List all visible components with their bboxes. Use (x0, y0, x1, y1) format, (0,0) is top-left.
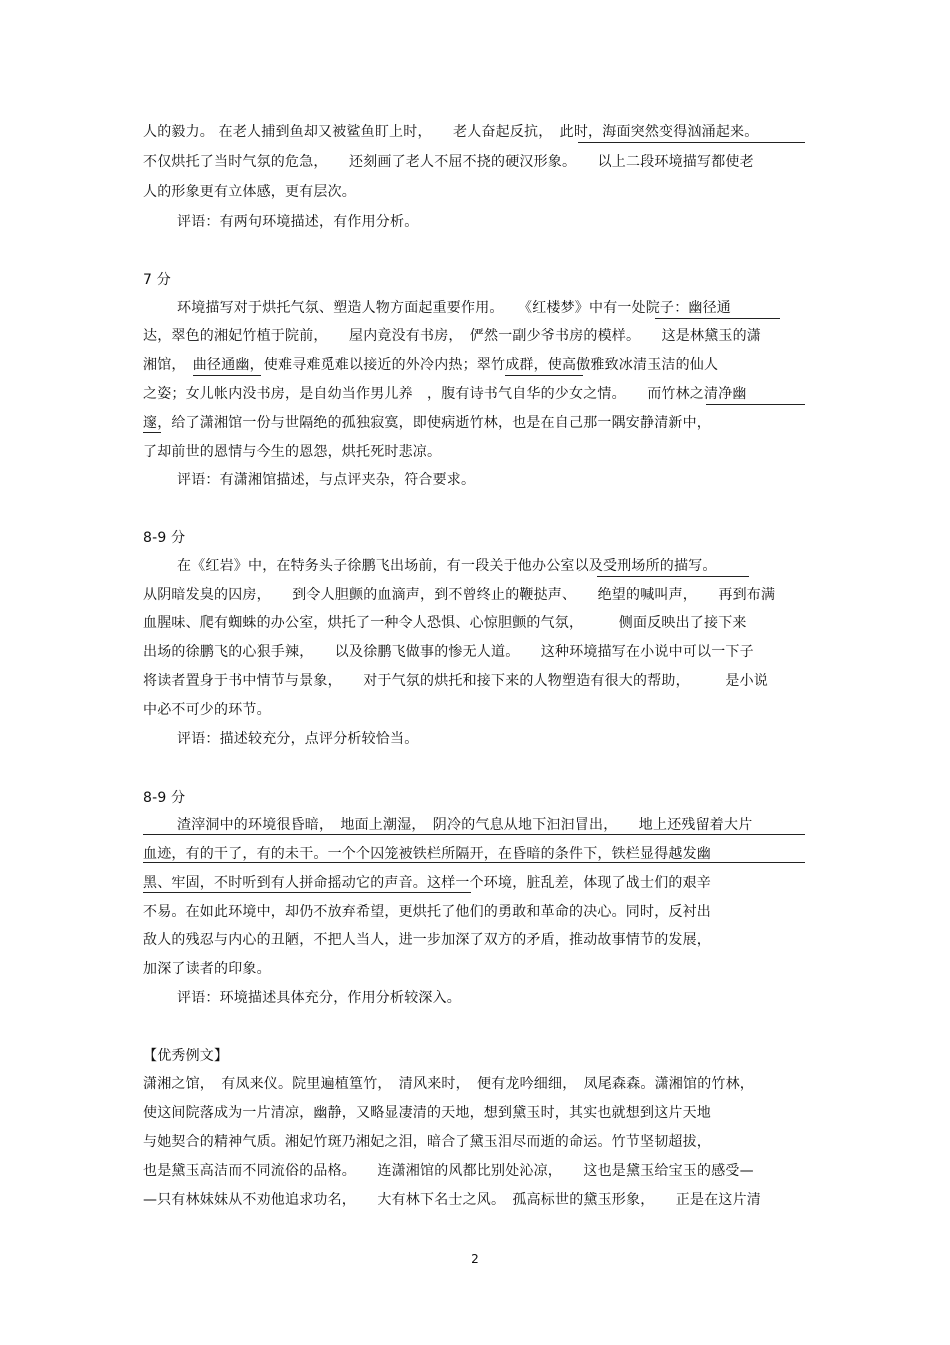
text-line: 血迹，有的干了，有的未干。一个个囚笼被铁栏所隔开，在昏暗的条件下，铁栏显得越发幽 (143, 846, 711, 862)
text-line: 人的毅力。 在老人捕到鱼却又被鲨鱼盯上时， 老人奋起反抗， 此时，海面突然变得汹涌起来。 (143, 124, 759, 140)
underline (655, 318, 780, 319)
text-line: 了却前世的恩情与今生的恩怨，烘托死时悲凉。 (143, 444, 442, 460)
text-line: 之姿；女儿帐内没书房，是自幼当作男儿养 ，腹有诗书气自华的少女之情。 而竹林之清净幽 (143, 386, 747, 402)
score-heading: 8-9 分 (143, 530, 186, 546)
underline (578, 142, 805, 143)
comment-line: 评语：环境描述具体充分，作用分析较深入。 (177, 990, 461, 1006)
text-line: 敌人的残忍与内心的丑陋，不把人当人，进一步加深了双方的矛盾，推动故事情节的发展， (143, 932, 711, 948)
text-line: 达，翠色的湘妃竹植于院前， 屋内竟没有书房， 俨然一副少爷书房的模样。 这是林黛玉的潇 (143, 328, 761, 344)
text-line: 环境描写对于烘托气氛、塑造人物方面起重要作用。 《红楼梦》中有一处院子：幽径通 (177, 300, 731, 316)
text-line: 出场的徐鹏飞的心狠手辣， 以及徐鹏飞做事的惨无人道。 这种环境描写在小说中可以一下子 (143, 644, 754, 660)
text-line: 将读者置身于书中情节与景象， 对于气氛的烘托和接下来的人物塑造有很大的帮助， 是小说 (143, 673, 768, 689)
text-line: —只有林妹妹从不劝他追求功名， 大有林下名士之风。 孤高标世的黛玉形象， 正是在这片清 (143, 1192, 761, 1208)
text-line: 潇湘之馆， 有凤来仪。院里遍植篁竹， 清风来时， 便有龙吟细细， 凤尾森森。潇湘馆的竹林， (143, 1076, 754, 1092)
text-line: 人的形象更有立体感，更有层次。 (143, 184, 356, 200)
text-line: 不仅烘托了当时气氛的危急， 还刻画了老人不屈不挠的硬汉形象。 以上二段环境描写都使老 (143, 154, 754, 170)
comment-line: 评语：有潇湘馆描述，与点评夹杂，符合要求。 (177, 472, 476, 488)
text-line: 邃，给了潇湘馆一份与世隔绝的孤独寂寞，即使病逝竹林，也是在自己那一隅安静清新中， (143, 415, 711, 431)
underline (597, 576, 749, 577)
text-line: 在《红岩》中，在特务头子徐鹏飞出场前，有一段关于他办公室以及受刑场所的描写。 (177, 558, 717, 574)
comment-line: 评语：有两句环境描述，有作用分析。 (177, 214, 419, 230)
underline (505, 375, 583, 376)
section-heading: 【优秀例文】 (143, 1048, 229, 1064)
text-line: 渣滓洞中的环境很昏暗， 地面上潮湿， 阴冷的气息从地下汩汩冒出， 地上还残留着大片 (177, 817, 753, 833)
score-heading: 7 分 (143, 272, 171, 288)
text-line: 加深了读者的印象。 (143, 961, 271, 977)
text-line: 黑、牢固，不时听到有人拼命摇动它的声音。这样一个环境，脏乱差，体现了战士们的艰辛 (143, 875, 711, 891)
underline (143, 432, 161, 433)
text-line: 湘馆， 曲径通幽，使难寻难觅难以接近的外冷内热；翠竹成群，使高傲雅致冰清玉洁的仙人 (143, 357, 719, 373)
text-line: 从阴暗发臭的囚房， 到令人胆颤的血滴声，到不曾终止的鞭挞声、 绝望的喊叫声， 再到布满 (143, 587, 776, 603)
underline (143, 892, 471, 893)
underline (143, 834, 805, 835)
text-line: 使这间院落成为一片清凉，幽静，又略显凄清的天地，想到黛玉时，其实也就想到这片天地 (143, 1105, 711, 1121)
underline (193, 375, 261, 376)
underline (706, 404, 805, 405)
text-line: 不易。在如此环境中，却仍不放弃希望，更烘托了他们的勇敢和革命的决心。同时，反衬出 (143, 904, 711, 920)
text-line: 中必不可少的环节。 (143, 702, 271, 718)
score-heading: 8-9 分 (143, 790, 186, 806)
text-line: 与她契合的精神气质。湘妃竹斑乃湘妃之泪，暗合了黛玉泪尽而逝的命运。竹节坚韧超拔， (143, 1134, 711, 1150)
page-number: 2 (471, 1252, 479, 1266)
text-line: 血腥味、爬有蜘蛛的办公室，烘托了一种令人恐惧、心惊胆颤的气氛， 侧面反映出了接下来 (143, 615, 747, 631)
comment-line: 评语：描述较充分，点评分析较恰当。 (177, 731, 419, 747)
text-line: 也是黛玉高洁而不同流俗的品格。 连潇湘馆的风都比别处沁凉， 这也是黛玉给宝玉的感受— (143, 1163, 754, 1179)
underline (143, 862, 805, 863)
